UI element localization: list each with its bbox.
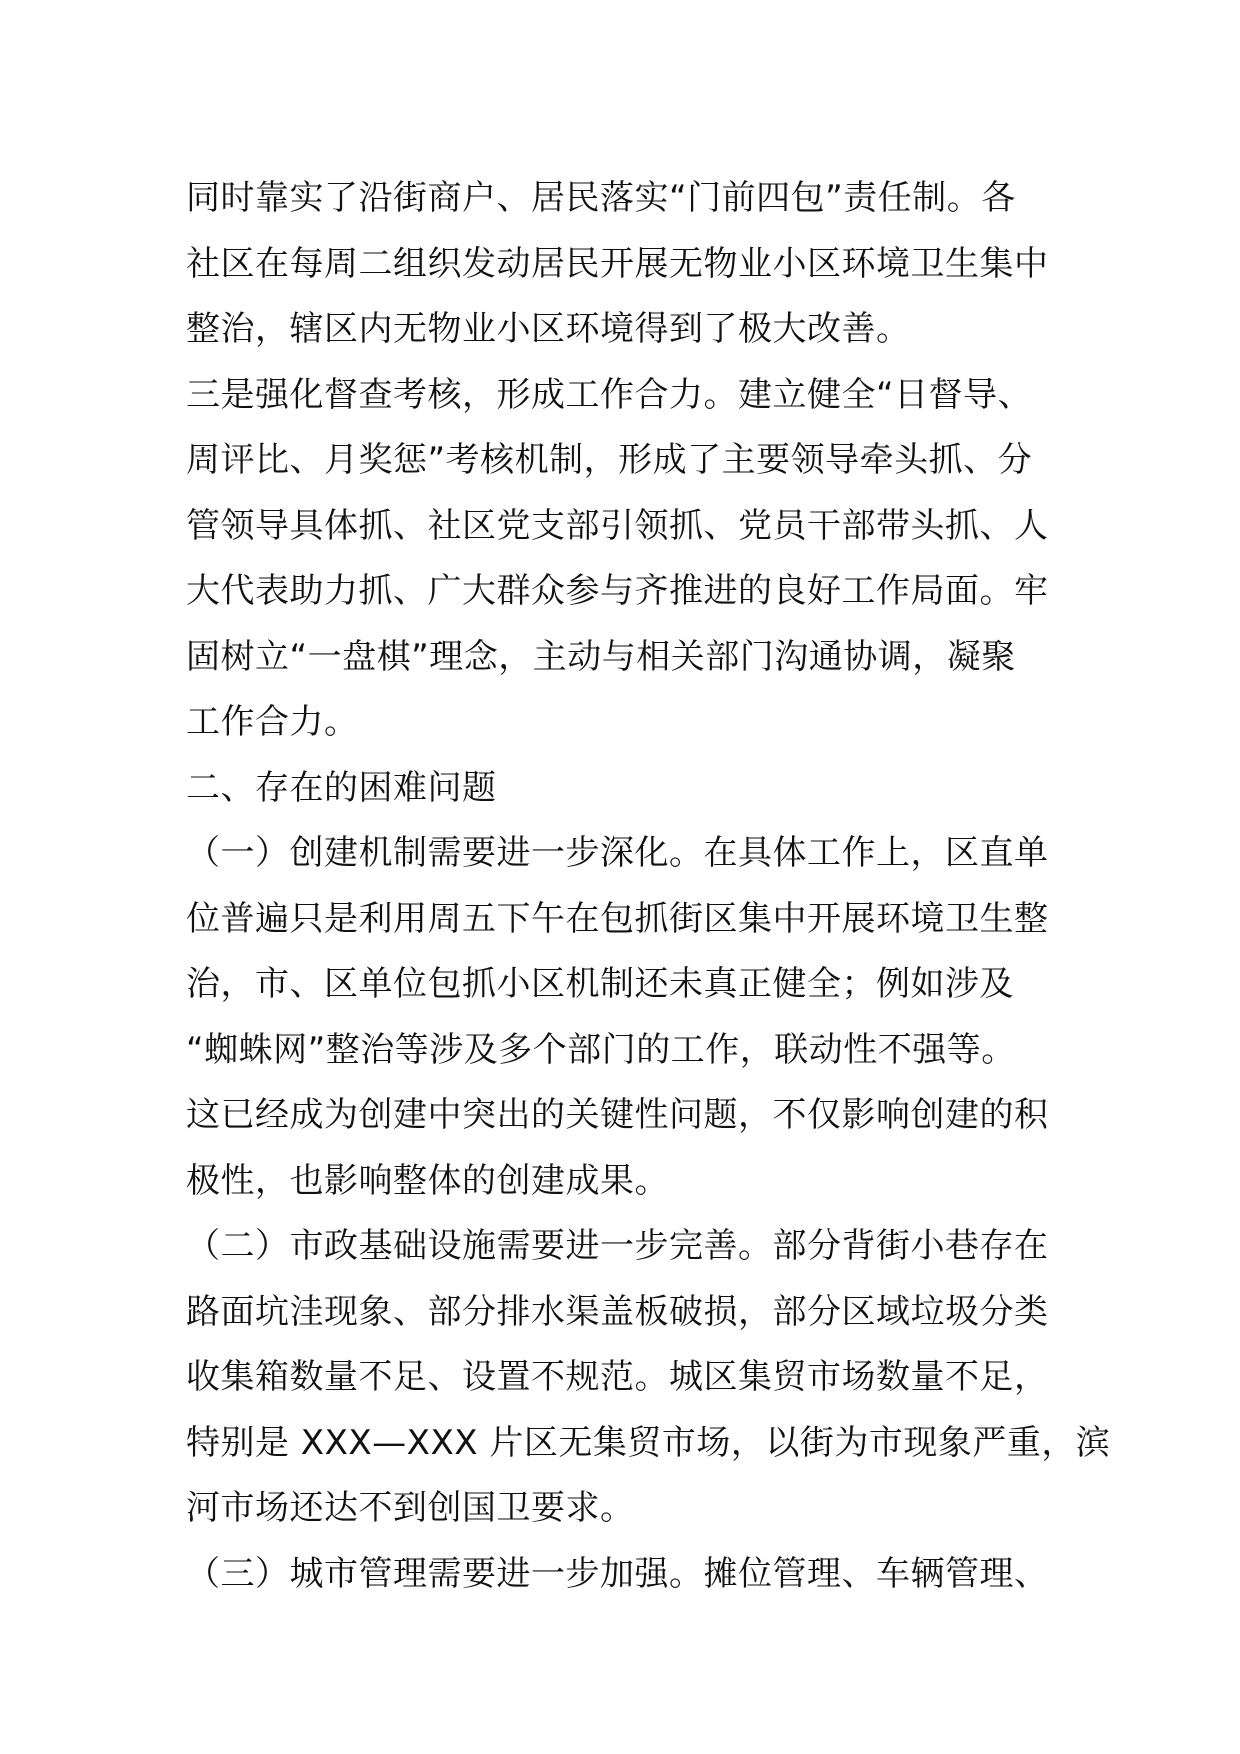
text-line: 河市场还达不到创国卫要求。	[186, 1488, 635, 1528]
text-line: 工作合力。	[186, 702, 359, 742]
text-line: （二）市政基础设施需要进一步完善。部分背街小巷存在	[186, 1226, 1049, 1266]
text-line: 治，市、区单位包抓小区机制还未真正健全；例如涉及	[186, 964, 1014, 1004]
text-line: 三是强化督查考核，形成工作合力。建立健全“日督导、	[186, 374, 1033, 415]
text-line: （三）城市管理需要进一步加强。摊位管理、车辆管理、	[186, 1553, 1049, 1594]
text-line: 收集箱数量不足、设置不规范。城区集贸市场数量不足，	[186, 1357, 1049, 1397]
text-line: 周评比、月奖惩”考核机制，形成了主要领导牵头抓、分	[186, 440, 1033, 480]
document-body	[186, 166, 1111, 1607]
text-line: 管领导具体抓、社区党支部引领抓、党员干部带头抓、人	[186, 505, 1049, 546]
text-line: 极性，也影响整体的创建成果。	[186, 1160, 669, 1201]
text-line: 同时靠实了沿街商户、居民落实“门前四包”责任制。各	[186, 178, 1016, 218]
text-line: 特别是 XXX—XXX 片区无集贸市场，以街为市现象严重，滨	[186, 1422, 1111, 1463]
text-line: 位普遍只是利用周五下午在包抓街区集中开展环境卫生整	[186, 898, 1049, 939]
text-line: “蜘蛛网”整治等涉及多个部门的工作，联动性不强等。	[186, 1029, 1016, 1070]
text-line: 固树立“一盘棋”理念，主动与相关部门沟通协调，凝聚	[186, 636, 1016, 677]
text-line: （一）创建机制需要进一步深化。在具体工作上，区直单	[186, 833, 1049, 873]
text-line: 路面坑洼现象、部分排水渠盖板破损，部分区域垃圾分类	[186, 1291, 1049, 1332]
text-line: 这已经成为创建中突出的关键性问题，不仅影响创建的积	[186, 1095, 1049, 1135]
text-line: 大代表助力抓、广大群众参与齐推进的良好工作局面。牢	[186, 571, 1049, 611]
section-heading: 二、存在的困难问题	[186, 767, 497, 808]
text-line: 社区在每周二组织发动居民开展无物业小区环境卫生集中	[186, 243, 1049, 284]
text-line: 整治，辖区内无物业小区环境得到了极大改善。	[186, 309, 911, 349]
